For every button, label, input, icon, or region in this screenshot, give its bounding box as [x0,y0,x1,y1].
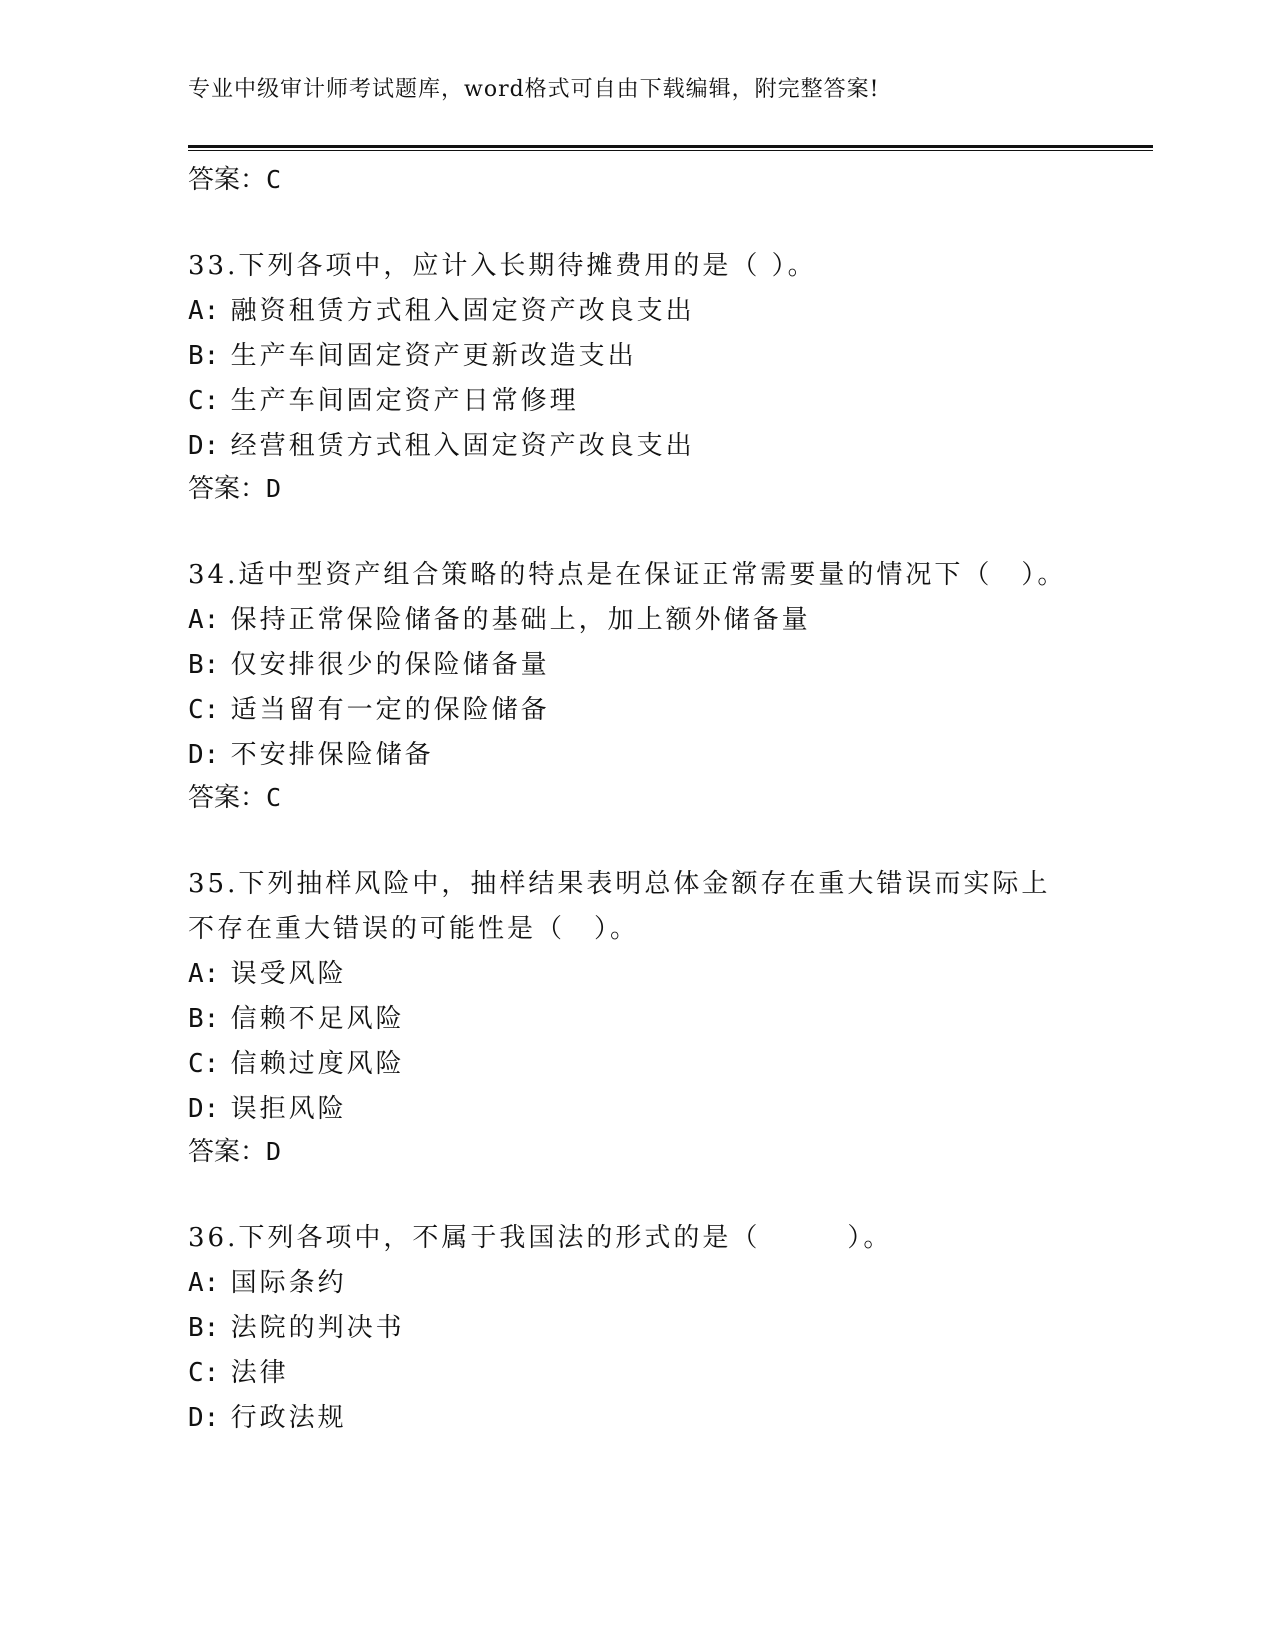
header-divider-thick [188,145,1153,148]
option-a [188,1261,1088,1306]
option-a [188,952,1088,997]
option-letter: D: [188,431,220,461]
option-letter: C: [188,1358,220,1388]
option-text: 仅安排很少的保险储备量 [219,650,550,680]
option-a [188,598,1088,643]
question-stem: 34.适中型资产组合策略的特点是在保证正常需要量的情况下（ ）。 [188,560,1067,590]
option-b [188,334,1088,379]
answer-line [188,1134,1088,1170]
option-b [188,643,1088,688]
option-text: 行政法规 [219,1403,347,1433]
option-text: 信赖过度风险 [219,1049,405,1079]
question-35 [188,862,1088,1170]
option-letter: C: [188,1049,220,1079]
question-stem: 35.下列抽样风险中，抽样结果表明总体金额存在重大错误而实际上不存在重大错误的可能性是（ ）。 [188,869,1051,944]
answer-line [188,471,1088,507]
option-letter: C: [188,695,220,725]
option-text: 不安排保险储备 [219,740,434,770]
option-letter: B: [188,341,220,371]
option-text: 误受风险 [219,959,347,989]
option-a [188,289,1088,334]
answer-value: C [266,165,282,194]
option-text: 保持正常保险储备的基础上，加上额外储备量 [219,605,811,635]
option-d [188,1396,1088,1441]
option-letter: B: [188,650,220,680]
option-letter: D: [188,1403,220,1433]
option-b [188,1306,1088,1351]
option-letter: A: [188,296,220,326]
option-c [188,1042,1088,1087]
question-list [188,160,1088,1441]
option-text: 误拒风险 [219,1094,347,1124]
option-letter: B: [188,1004,220,1034]
header-divider-thin [188,150,1153,151]
option-letter: A: [188,605,220,635]
question-33 [188,244,1088,507]
question-36 [188,1216,1088,1441]
answer-label: 答案： [188,165,267,195]
question-34 [188,553,1088,816]
option-c [188,688,1088,733]
option-text: 国际条约 [219,1268,347,1298]
option-text: 法律 [219,1358,289,1388]
option-letter: C: [188,386,220,416]
option-letter: D: [188,740,220,770]
option-text: 法院的判决书 [219,1313,405,1343]
option-letter: A: [188,959,220,989]
option-c [188,1351,1088,1396]
option-d [188,1087,1088,1132]
page-header: 专业中级审计师考试题库，word格式可自由下载编辑，附完整答案! [188,77,880,102]
answer-line [188,780,1088,816]
option-letter: D: [188,1094,220,1124]
option-letter: A: [188,1268,220,1298]
option-c [188,379,1088,424]
option-b [188,997,1088,1042]
answer-value: D [266,474,282,503]
option-text: 适当留有一定的保险储备 [219,695,550,725]
option-text: 生产车间固定资产日常修理 [219,386,579,416]
question-stem: 36.下列各项中，不属于我国法的形式的是（ ）。 [188,1223,893,1253]
answer-value: D [266,1137,282,1166]
option-letter: B: [188,1313,220,1343]
answer-value: C [266,783,282,812]
answer-line [188,162,1088,198]
option-d [188,733,1088,778]
option-text: 生产车间固定资产更新改造支出 [219,341,637,371]
answer-label: 答案： [188,1137,267,1167]
option-text: 融资租赁方式租入固定资产改良支出 [219,296,695,326]
question-stem: 33.下列各项中，应计入长期待摊费用的是（ ）。 [188,251,817,281]
answer-label: 答案： [188,783,267,813]
option-text: 信赖不足风险 [219,1004,405,1034]
option-d [188,424,1088,469]
answer-label: 答案： [188,474,267,504]
option-text: 经营租赁方式租入固定资产改良支出 [219,431,695,461]
